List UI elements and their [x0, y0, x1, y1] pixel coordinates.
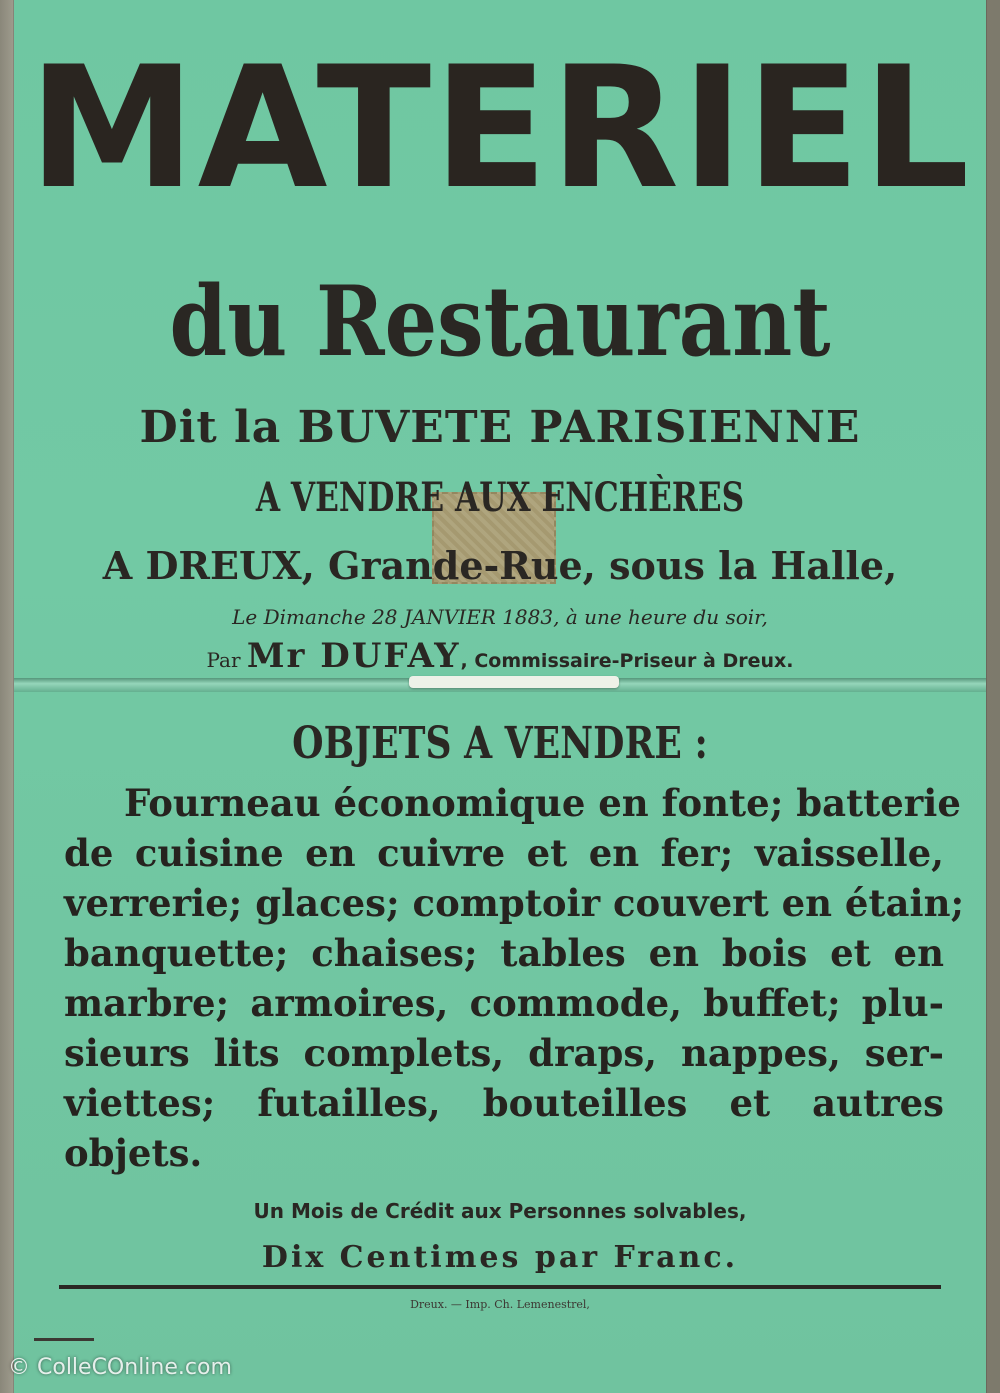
- poster-title: MATERIEL: [28, 30, 972, 226]
- poster-subtitle: du Restaurant: [169, 265, 831, 378]
- auctioneer-title: , Commissaire-Priseur à Dreux.: [460, 650, 794, 672]
- auctioneer-line: [14, 636, 986, 681]
- objects-line: marbre; armoires, commode, buffet; plu-: [64, 981, 944, 1025]
- sale-location: A DREUX, Grande-Rue, sous la Halle,: [102, 543, 898, 588]
- sale-date: Le Dimanche 28 JANVIER 1883, à une heure du soir,: [232, 605, 768, 629]
- objects-line: banquette; chaises; tables en bois et en: [64, 931, 944, 975]
- objects-heading: OBJETS A VENDRE :: [292, 718, 708, 769]
- objects-line: de cuisine en cuivre et en fer; vaisselle,: [64, 831, 944, 875]
- bottom-rule: [59, 1285, 941, 1289]
- objects-line: viettes; futailles, bouteilles et autres: [64, 1081, 944, 1125]
- objects-line: Fourneau économique en fonte; batterie: [124, 781, 961, 825]
- auctioneer-prefix: Par: [206, 648, 241, 672]
- restaurant-name: Dit la BUVETE PARISIENNE: [139, 402, 861, 453]
- objects-line: objets.: [64, 1131, 203, 1175]
- objects-line: sieurs lits complets, draps, nappes, ser-: [64, 1031, 944, 1075]
- objects-line: verrerie; glaces; comptoir couvert en étain;: [64, 881, 965, 925]
- short-rule: [34, 1338, 94, 1341]
- auctioneer-name: Mr DUFAY: [246, 636, 461, 676]
- fee-line: Dix Centimes par Franc.: [261, 1240, 739, 1275]
- credit-line: Un Mois de Crédit aux Personnes solvables,: [253, 1199, 747, 1223]
- printer-line: Dreux. — Imp. Ch. Lemenestrel,: [410, 1298, 590, 1311]
- objects-list: [64, 778, 965, 1178]
- watermark: © ColleCOnline.com: [8, 1355, 232, 1380]
- auction-poster: [14, 0, 986, 1393]
- sale-type: A VENDRE AUX ENCHÈRES: [255, 474, 745, 521]
